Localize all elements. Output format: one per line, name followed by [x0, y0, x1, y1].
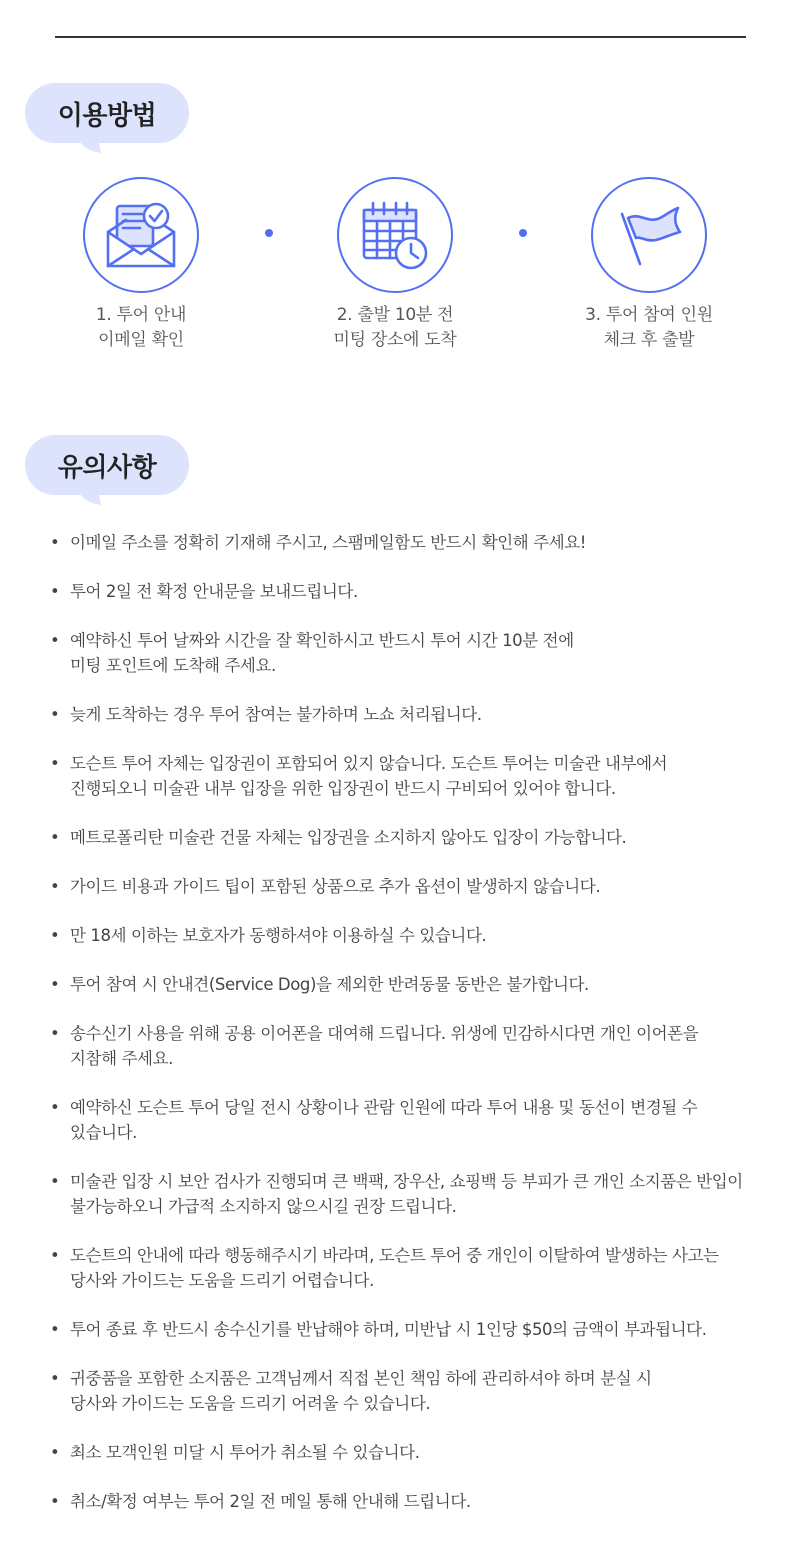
note-item: [50, 702, 770, 727]
note-item: [50, 1489, 770, 1514]
note-item: [50, 874, 770, 899]
note-item: [50, 825, 770, 850]
note-text-line: • 예약하신 투어 날짜와 시간을 잘 확인하시고 반드시 투어 시간 10분 전에: [70, 631, 574, 650]
note-text-line: • 이메일 주소를 정확히 기재해 주시고, 스팸메일함도 반드시 확인해 주세요!: [70, 533, 586, 552]
step-label: [41, 303, 241, 353]
note-text-line: 있습니다.: [70, 1123, 138, 1142]
step-label-line1: 2. 출발 10분 전: [336, 305, 454, 325]
note-item: [50, 530, 770, 555]
step-label-line2: 체크 후 출발: [603, 330, 695, 350]
note-text-line: • 도슨트의 안내에 따라 행동해주시기 바라며, 도슨트 투어 중 개인이 이탈하여 발생하는 사고는: [70, 1246, 719, 1265]
note-text-line: 미팅 포인트에 도착해 주세요.: [70, 656, 276, 675]
step-separator-dot: [265, 229, 273, 237]
envelope-check-icon: [104, 198, 178, 272]
step-label: [549, 303, 749, 353]
step-label: [295, 303, 495, 353]
note-item: [50, 923, 770, 948]
step-label-line1: 1. 투어 안내: [95, 305, 187, 325]
speech-tail-icon: [75, 487, 101, 507]
note-text-line: • 늦게 도착하는 경우 투어 참여는 불가하며 노쇼 처리됩니다.: [70, 705, 482, 724]
usage-step-2: [295, 177, 495, 353]
note-text-line: • 최소 모객인원 미달 시 투어가 취소될 수 있습니다.: [70, 1443, 420, 1462]
note-text-line: • 도슨트 투어 자체는 입장권이 포함되어 있지 않습니다. 도슨트 투어는 미술관 내부에서: [70, 754, 668, 773]
step-icon-circle: [83, 177, 199, 293]
note-text-line: 불가능하오니 가급적 소지하지 않으시길 권장 드립니다.: [70, 1197, 457, 1216]
note-text-line: • 미술관 입장 시 보안 검사가 진행되며 큰 백팩, 장우산, 쇼핑백 등 부피가 큰 개인 소지품은 반입이: [70, 1172, 743, 1191]
note-text-line: • 메트로폴리탄 미술관 건물 자체는 입장권을 소지하지 않아도 입장이 가능합니다.: [70, 828, 627, 847]
calendar-clock-icon: [358, 198, 432, 272]
note-text-line: • 예약하신 도슨트 투어 당일 전시 상황이나 관람 인원에 따라 투어 내용 및 동선이 변경될 수: [70, 1098, 698, 1117]
notes-section-heading: [25, 435, 189, 495]
note-item: [50, 579, 770, 604]
usage-step-1: [41, 177, 241, 353]
note-text-line: 당사와 가이드는 도움을 드리기 어렵습니다.: [70, 1271, 374, 1290]
step-label-line2: 미팅 장소에 도착: [333, 330, 457, 350]
note-item: [50, 1021, 770, 1071]
note-text-line: • 송수신기 사용을 위해 공용 이어폰을 대여해 드립니다. 위생에 민감하시다면 개인 이어폰을: [70, 1024, 699, 1043]
note-text-line: • 가이드 비용과 가이드 팁이 포함된 상품으로 추가 옵션이 발생하지 않습니다.: [70, 877, 601, 896]
note-item: [50, 972, 770, 997]
note-text-line: 진행되오니 미술관 내부 입장을 위한 입장권이 반드시 구비되어 있어야 합니다.: [70, 779, 616, 798]
note-text-line: • 취소/확정 여부는 투어 2일 전 메일 통해 안내해 드립니다.: [70, 1492, 471, 1511]
usage-title: 이용방법: [57, 100, 157, 131]
note-text-line: • 투어 종료 후 반드시 송수신기를 반납해야 하며, 미반납 시 1인당 $50의 금액이 부과됩니다.: [70, 1320, 707, 1339]
note-item: [50, 1243, 770, 1293]
note-text-line: • 귀중품을 포함한 소지품은 고객님께서 직접 본인 책임 하에 관리하셔야 하며 분실 시: [70, 1369, 652, 1388]
note-item: [50, 751, 770, 801]
note-item: [50, 1366, 770, 1416]
speech-tail-icon: [75, 135, 101, 155]
note-item: [50, 1440, 770, 1465]
step-label-line1: 3. 투어 참여 인원: [585, 305, 713, 325]
notes-list: [50, 530, 770, 1538]
top-divider: [55, 36, 746, 38]
note-item: [50, 1317, 770, 1342]
usage-section-heading: [25, 83, 189, 143]
note-text-line: • 투어 참여 시 안내견(Service Dog)을 제외한 반려동물 동반은 불가합니다.: [70, 975, 589, 994]
note-text-line: • 투어 2일 전 확정 안내문을 보내드립니다.: [70, 582, 358, 601]
step-icon-circle: [591, 177, 707, 293]
step-label-line2: 이메일 확인: [98, 330, 184, 350]
note-text-line: 당사와 가이드는 도움을 드리기 어려울 수 있습니다.: [70, 1394, 431, 1413]
note-text-line: 지참해 주세요.: [70, 1049, 173, 1068]
usage-step-3: [549, 177, 749, 353]
note-text-line: • 만 18세 이하는 보호자가 동행하셔야 이용하실 수 있습니다.: [70, 926, 487, 945]
note-item: [50, 1095, 770, 1145]
note-item: [50, 1169, 770, 1219]
step-separator-dot: [519, 229, 527, 237]
notes-title: 유의사항: [57, 452, 157, 483]
flag-icon: [612, 198, 686, 272]
step-icon-circle: [337, 177, 453, 293]
note-item: [50, 628, 770, 678]
